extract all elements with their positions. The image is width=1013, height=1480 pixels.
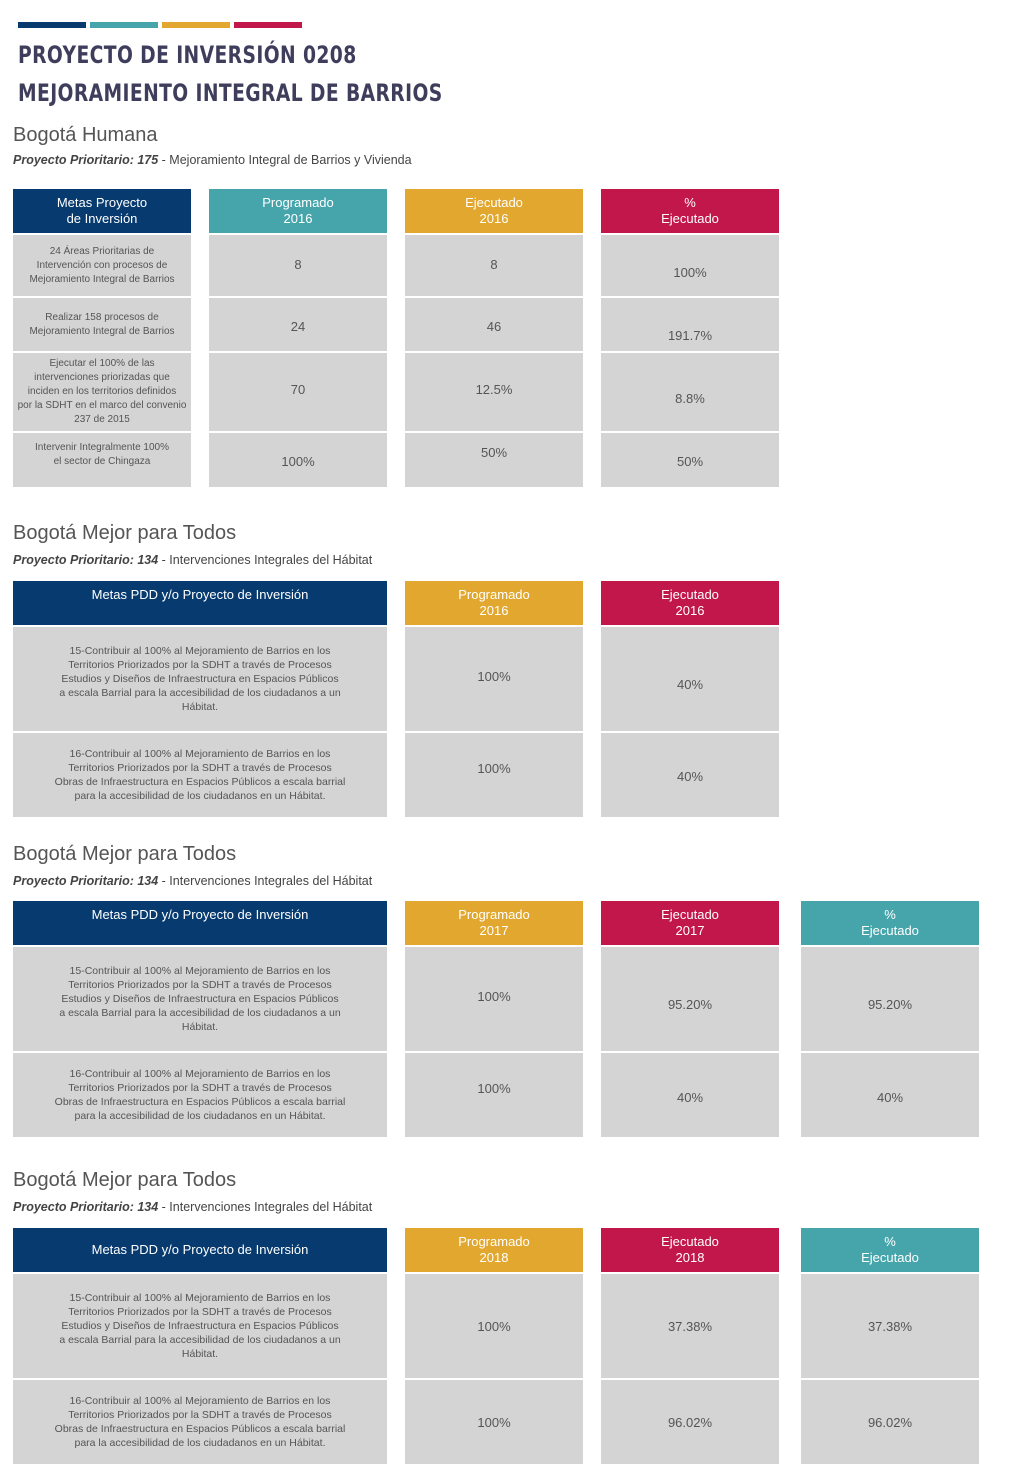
table-row-goal: Intervenir Integralmente 100% el sector de Chingaza	[13, 433, 191, 487]
section-3-project-name: - Intervenciones Integrales del Hábitat	[158, 874, 373, 888]
table-row-goal: 15-Contribuir al 100% al Mejoramiento de Barrios en los Territorios Priorizados por la SDHT a través de Procesos Estudios y Diseños de Infraestructura en Espacios Públicos a escala Barrial para la accesibilidad de los ciudadanos a un Hábitat.	[13, 627, 387, 731]
table-2-header-programado: Programado 2016	[405, 581, 583, 625]
table-cell-programado: 100%	[405, 1274, 583, 1378]
table-cell-ejecutado: 8	[405, 235, 583, 296]
table-row-goal: 24 Áreas Prioritarias de Intervención con procesos de Mejoramiento Integral de Barrios	[13, 235, 191, 296]
table-cell-ejecutado: 12.5%	[405, 353, 583, 431]
table-cell-porcentaje: 96.02%	[801, 1380, 979, 1464]
section-3-title: Bogotá Mejor para Todos	[13, 843, 237, 865]
table-cell-porcentaje: 8.8%	[601, 353, 779, 431]
table-cell-porcentaje: 37.38%	[801, 1274, 979, 1378]
section-1-subtitle	[13, 153, 412, 167]
color-bar-navy	[18, 22, 86, 28]
color-bar-gold	[162, 22, 230, 28]
section-2-project-label: Proyecto Prioritario: 134	[13, 553, 159, 567]
table-row-goal: 16-Contribuir al 100% al Mejoramiento de Barrios en los Territorios Priorizados por la SDHT a través de Procesos Obras de Infraestructura en Espacios Públicos a escala barrial para la accesibilidad de los ciudadanos en un Hábitat.	[13, 733, 387, 817]
table-3-header-porcentaje: % Ejecutado	[801, 901, 979, 945]
color-bar-teal	[90, 22, 158, 28]
table-row-goal: 15-Contribuir al 100% al Mejoramiento de Barrios en los Territorios Priorizados por la SDHT a través de Procesos Estudios y Diseños de Infraestructura en Espacios Públicos a escala Barrial para la accesibilidad de los ciudadanos a un Hábitat.	[13, 947, 387, 1051]
table-cell-ejecutado: 46	[405, 298, 583, 351]
table-cell-programado: 24	[209, 298, 387, 351]
table-1-header-programado: Programado 2016	[209, 189, 387, 233]
table-cell-porcentaje: 191.7%	[601, 298, 779, 351]
section-4-subtitle	[13, 1200, 372, 1214]
section-3-subtitle	[13, 874, 372, 888]
table-row-goal: Ejecutar el 100% de las intervenciones priorizadas que inciden en los territorios definidos por la SDHT en el marco del convenio 237 de 2015	[13, 353, 191, 431]
table-2-header-ejecutado: Ejecutado 2016	[601, 581, 779, 625]
section-1-project-name: - Mejoramiento Integral de Barrios y Vivienda	[158, 153, 412, 167]
table-cell-programado: 100%	[405, 1053, 583, 1137]
section-4-project-name: - Intervenciones Integrales del Hábitat	[158, 1200, 373, 1214]
document-title	[18, 36, 443, 112]
section-1-title: Bogotá Humana	[13, 124, 158, 146]
table-cell-programado: 100%	[405, 627, 583, 731]
color-bar-red	[234, 22, 302, 28]
table-cell-ejecutado: 37.38%	[601, 1274, 779, 1378]
table-4-header-porcentaje: % Ejecutado	[801, 1228, 979, 1272]
table-cell-ejecutado: 40%	[601, 627, 779, 731]
table-3-header-goal: Metas PDD y/o Proyecto de Inversión	[13, 901, 387, 945]
table-3-header-ejecutado: Ejecutado 2017	[601, 901, 779, 945]
table-cell-ejecutado: 40%	[601, 733, 779, 817]
table-4-header-goal: Metas PDD y/o Proyecto de Inversión	[13, 1228, 387, 1272]
section-2-title: Bogotá Mejor para Todos	[13, 522, 237, 544]
section-4-title: Bogotá Mejor para Todos	[13, 1169, 237, 1191]
table-4-header-programado: Programado 2018	[405, 1228, 583, 1272]
table-1-header-ejecutado: Ejecutado 2016	[405, 189, 583, 233]
table-cell-porcentaje: 40%	[801, 1053, 979, 1137]
section-3-project-label: Proyecto Prioritario: 134	[13, 874, 159, 888]
section-2-project-name: - Intervenciones Integrales del Hábitat	[158, 553, 373, 567]
table-cell-programado: 8	[209, 235, 387, 296]
table-cell-programado: 100%	[405, 947, 583, 1051]
section-2-subtitle	[13, 553, 372, 567]
table-cell-programado: 70	[209, 353, 387, 431]
table-cell-ejecutado: 96.02%	[601, 1380, 779, 1464]
document-title-line-1: PROYECTO DE INVERSIÓN 0208	[18, 41, 357, 69]
table-cell-programado: 100%	[209, 433, 387, 487]
table-cell-ejecutado: 95.20%	[601, 947, 779, 1051]
table-row-goal: 16-Contribuir al 100% al Mejoramiento de Barrios en los Territorios Priorizados por la SDHT a través de Procesos Obras de Infraestructura en Espacios Públicos a escala barrial para la accesibilidad de los ciudadanos en un Hábitat.	[13, 1380, 387, 1464]
table-2-header-goal: Metas PDD y/o Proyecto de Inversión	[13, 581, 387, 625]
table-row-goal: 16-Contribuir al 100% al Mejoramiento de Barrios en los Territorios Priorizados por la SDHT a través de Procesos Obras de Infraestructura en Espacios Públicos a escala barrial para la accesibilidad de los ciudadanos en un Hábitat.	[13, 1053, 387, 1137]
table-cell-porcentaje: 95.20%	[801, 947, 979, 1051]
table-1-header-goal: Metas Proyecto de Inversión	[13, 189, 191, 233]
table-cell-porcentaje: 100%	[601, 235, 779, 296]
table-1-header-porcentaje: % Ejecutado	[601, 189, 779, 233]
table-cell-ejecutado: 40%	[601, 1053, 779, 1137]
table-cell-porcentaje: 50%	[601, 433, 779, 487]
section-1-project-label: Proyecto Prioritario: 175	[13, 153, 159, 167]
table-3-header-programado: Programado 2017	[405, 901, 583, 945]
table-row-goal: 15-Contribuir al 100% al Mejoramiento de Barrios en los Territorios Priorizados por la SDHT a través de Procesos Estudios y Diseños de Infraestructura en Espacios Públicos a escala Barrial para la accesibilidad de los ciudadanos a un Hábitat.	[13, 1274, 387, 1378]
table-4-header-ejecutado: Ejecutado 2018	[601, 1228, 779, 1272]
section-4-project-label: Proyecto Prioritario: 134	[13, 1200, 159, 1214]
table-cell-programado: 100%	[405, 1380, 583, 1464]
table-cell-programado: 100%	[405, 733, 583, 817]
table-cell-ejecutado: 50%	[405, 433, 583, 487]
table-row-goal: Realizar 158 procesos de Mejoramiento Integral de Barrios	[13, 298, 191, 351]
document-title-line-2: MEJORAMIENTO INTEGRAL DE BARRIOS	[18, 79, 443, 107]
